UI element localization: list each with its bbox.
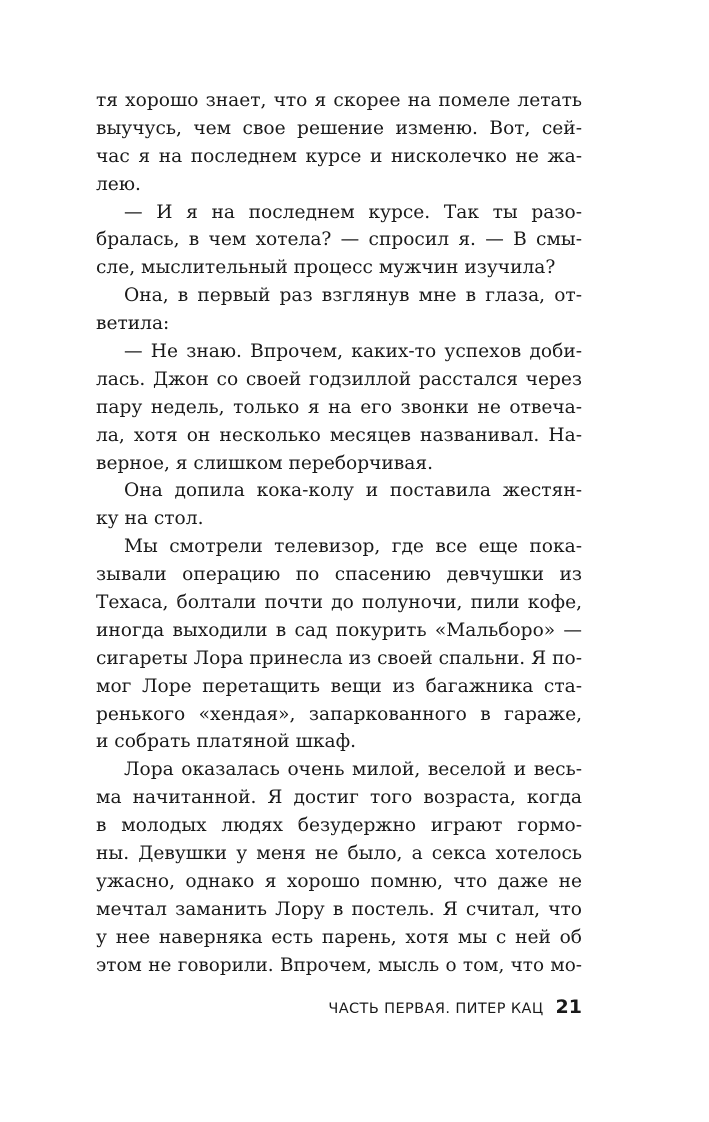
text-line: ренького «хендая», запаркованного в гараже,: [96, 703, 582, 725]
text-line: и собрать платяной шкаф.: [96, 731, 357, 753]
text-line: этом не говорили. Впрочем, мысль о том, что мо-: [96, 954, 582, 976]
text-line: верное, я слишком переборчивая.: [96, 452, 433, 474]
text-line: у нее наверняка есть парень, хотя мы с ней об: [96, 926, 582, 948]
text-line: Техаса, болтали почти до полуночи, пили кофе,: [96, 592, 582, 614]
text-line: лась. Джон со своей годзиллой расстался через: [96, 368, 582, 390]
text-line: ны. Девушки у меня не было, а секса хотелось: [96, 843, 582, 865]
text-line: Лора оказалась очень милой, веселой и весь-: [124, 759, 582, 781]
text-line: мечтал заманить Лору в постель. Я считал, что: [96, 898, 582, 920]
text-line: сле, мыслительный процесс мужчин изучила?: [96, 257, 556, 279]
text-line: ветила:: [96, 313, 170, 335]
running-title: ЧАСТЬ ПЕРВАЯ. ПИТЕР КАЦ: [328, 1001, 544, 1017]
text-line: ма начитанной. Я достиг того возраста, когда: [96, 787, 582, 809]
text-line: сигареты Лора принесла из своей спальни. Я по-: [96, 647, 582, 669]
text-line: — И я на последнем курсе. Так ты разо-: [124, 201, 582, 223]
text-line: Она, в первый раз взглянув мне в глаза, от-: [124, 285, 582, 307]
text-line: ла, хотя он несколько месяцев названивал. На-: [96, 424, 582, 446]
text-line: Она допила кока-колу и поставила жестян-: [124, 480, 582, 502]
text-line: лею.: [96, 173, 141, 195]
text-line: выучусь, чем свое решение изменю. Вот, сей-: [96, 117, 582, 139]
text-line: в молодых людях безудержно играют гормо-: [96, 815, 582, 837]
text-line: — Не знаю. Впрочем, каких-то успехов доби-: [124, 341, 582, 363]
text-line: ку на стол.: [96, 508, 204, 530]
text-line: бралась, в чем хотела? — спросил я. — В смы-: [96, 229, 582, 251]
text-line: тя хорошо знает, что я скорее на помеле летать: [96, 90, 582, 111]
text-line: час я на последнем курсе и нисколечко не жа-: [96, 145, 582, 167]
text-line: пару недель, только я на его звонки не отвеча-: [96, 396, 582, 418]
text-line: мог Лоре перетащить вещи из багажника ста-: [96, 675, 582, 697]
body-text: [96, 87, 582, 980]
text-line: Мы смотрели телевизор, где все еще пока-: [124, 536, 582, 558]
page-number: 21: [555, 996, 582, 1018]
text-line: ужасно, однако я хорошо помню, что даже не: [96, 870, 582, 892]
text-line: зывали операцию по спасению девчушки из: [96, 564, 582, 586]
text-line: иногда выходили в сад покурить «Мальборо» —: [96, 619, 582, 641]
page-footer: [96, 996, 582, 1018]
